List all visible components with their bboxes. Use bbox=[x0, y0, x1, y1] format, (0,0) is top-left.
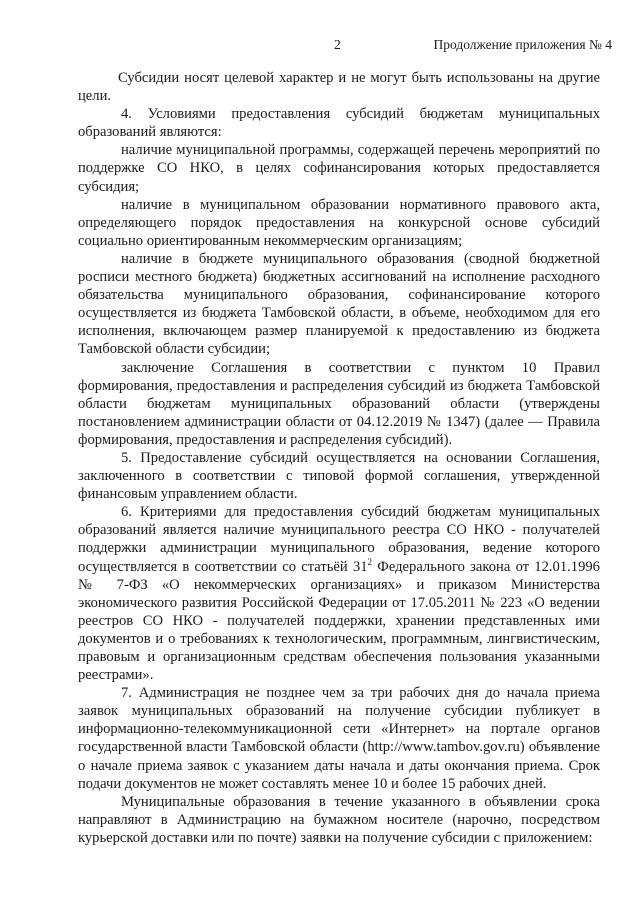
paragraph-provision-basis: 5. Предоставление субсидий осуществляется на основании Соглашения, заключенного в соответствии с типовой формой соглашения, утвержденной финансовым управлением области. bbox=[78, 449, 600, 503]
paragraph-applications: Муниципальные образования в течение указанного в объявлении срока направляют в Администрацию на бумажном носителе (нарочно, посредством курьерской доставки или по почте) заявки на получение субсидии с приложением: bbox=[78, 793, 600, 846]
paragraph-subsidies-purpose: Субсидии носят целевой характер и не могут быть использованы на другие цели. bbox=[78, 70, 600, 105]
paragraph-criteria bbox=[78, 503, 600, 684]
page-header bbox=[0, 37, 640, 55]
paragraph-municipal-program: наличие муниципальной программы, содержащей перечень мероприятий по поддержке СО НКО, в целях софинансирования которых предоставляется субсидия; bbox=[78, 142, 600, 195]
page-number: 2 bbox=[334, 37, 341, 52]
document-body bbox=[78, 69, 600, 847]
criteria-text-end: Федерального закона от 12.01.1996 № 7-ФЗ «О некоммерческих организациях» и приказом Министерства экономического развития Российской Федерации от 17.05.2011 № 223 «О ведении реестров СО НКО - получателей поддержки, хранении представленных ими документов и о требованиях к технологическим, программным, лингвистическим, правовым и организационным средствам обеспечения пользования указанными реестрами». bbox=[78, 558, 600, 684]
paragraph-announcement: 7. Администрация не позднее чем за три рабочих дня до начала приема заявок муниципальных образований на получение субсидии публикует в информационно-телекоммуникационной сети «Интернет» на портале органов государственной власти Тамбовской области (http://www.tambov.gov.ru) объявление о начале приема заявок с указанием даты начала и даты окончания приема. Срок подачи документов не может составлять менее 10 и более 15 рабочих дней. bbox=[78, 685, 600, 792]
annex-label: Продолжение приложения № 4 bbox=[433, 37, 612, 52]
paragraph-agreement: заключение Соглашения в соответствии с пунктом 10 Правил формирования, предоставления и распределения субсидий из бюджета Тамбовской области бюджетам муниципальных образований области (утверждены постановлением администрации области от 04.12.2019 № 1347) (далее — Правила формирования, предоставления и распределения субсидий). bbox=[78, 359, 600, 448]
paragraph-conditions: 4. Условиями предоставления субсидий бюджетам муниципальных образований являются: bbox=[78, 106, 600, 141]
paragraph-legal-act: наличие в муниципальном образовании нормативного правового акта, определяющего порядок предоставления на конкурсной основе субсидий социально ориентированным некоммерческим организациям; bbox=[78, 196, 600, 249]
article-superscript: 2 bbox=[367, 556, 373, 567]
criteria-text-start: 6. Критериями для предоставления субсидий бюджетам муниципальных образований является наличие муниципального реестра СО НКО - получателей поддержки администрации муниципального образования, ведение которого осуществляется в соответствии со статьёй 31 bbox=[78, 504, 600, 575]
paragraph-budget-allocations: наличие в бюджете муниципального образования (сводной бюджетной росписи местного бюджета) бюджетных ассигнований на исполнение расходного обязательства муниципального образования, софинансирование которого осуществляется из бюджета Тамбовской области, в объеме, необходимом для его исполнения, включающем размер планируемой к предоставлению из бюджета Тамбовской области субсидии; bbox=[78, 250, 600, 358]
